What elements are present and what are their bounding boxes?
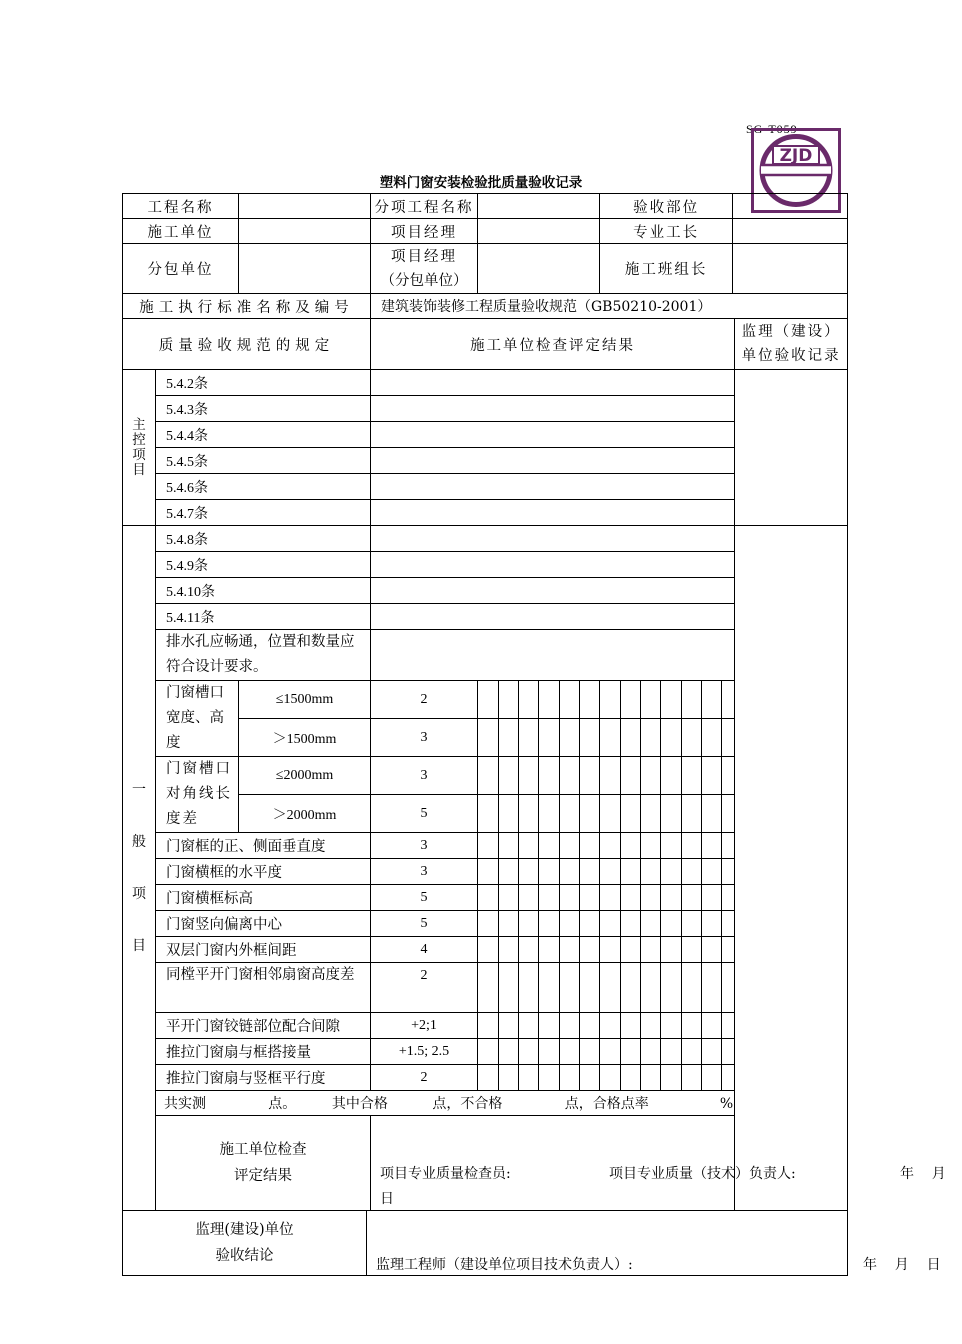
measure-cell[interactable] xyxy=(519,885,539,911)
measure-cell[interactable] xyxy=(621,757,641,795)
measure-cell[interactable] xyxy=(478,1013,499,1039)
tolerance-value: 3 xyxy=(371,719,478,757)
measure-cell[interactable] xyxy=(539,963,560,1013)
measure-cell[interactable] xyxy=(722,757,735,795)
measure-cell[interactable] xyxy=(621,963,641,1013)
measure-cell[interactable] xyxy=(702,681,722,719)
measure-cell[interactable] xyxy=(641,1039,661,1065)
tolerance-item-label: 平开门窗铰链部位配合间隙 xyxy=(156,1013,371,1039)
measure-cell[interactable] xyxy=(499,1013,519,1039)
measure-cell[interactable] xyxy=(661,1013,682,1039)
general-char: 般 xyxy=(132,834,146,850)
measure-cell[interactable] xyxy=(539,937,560,963)
measure-cell[interactable] xyxy=(600,885,621,911)
measure-cell[interactable] xyxy=(621,859,641,885)
main-item-result[interactable] xyxy=(371,370,735,396)
measure-cell[interactable] xyxy=(560,719,580,757)
measure-cell[interactable] xyxy=(519,1039,539,1065)
measure-cell[interactable] xyxy=(722,681,735,719)
measure-cell[interactable] xyxy=(600,911,621,937)
measure-cell[interactable] xyxy=(722,859,735,885)
measure-cell[interactable] xyxy=(702,1013,722,1039)
general-item-result[interactable] xyxy=(371,630,735,681)
measure-cell[interactable] xyxy=(499,859,519,885)
acceptance-form-table xyxy=(122,193,946,1276)
measure-cell[interactable] xyxy=(621,911,641,937)
spec-column-header: 质量验收规范的规定 xyxy=(123,319,371,370)
foreman-field[interactable] xyxy=(733,219,848,244)
measure-cell[interactable] xyxy=(499,795,519,833)
form-title: 塑料门窗安装检验批质量验收记录 xyxy=(379,175,583,191)
measure-cell[interactable] xyxy=(641,859,661,885)
measure-cell[interactable] xyxy=(600,963,621,1013)
measure-cell[interactable] xyxy=(580,1013,600,1039)
measure-cell[interactable] xyxy=(702,1065,722,1091)
supervision-engineer-label: 监理工程师（建设单位项目技术负责人）: xyxy=(376,1256,633,1273)
measure-cell[interactable] xyxy=(641,885,661,911)
tolerance-item-label: 门窗竖向偏离中心 xyxy=(156,911,371,937)
supervision-check-area[interactable] xyxy=(367,1211,941,1276)
measure-cell[interactable] xyxy=(600,719,621,757)
tolerance-condition: ≤2000mm xyxy=(239,757,371,795)
measure-cell[interactable] xyxy=(499,1039,519,1065)
tolerance-value: 4 xyxy=(371,937,478,963)
measure-cell[interactable] xyxy=(478,833,499,859)
measure-cell[interactable] xyxy=(539,885,560,911)
measure-cell[interactable] xyxy=(641,719,661,757)
general-char: 目 xyxy=(132,938,146,954)
measure-cell[interactable] xyxy=(580,833,600,859)
tolerance-item-label: 双层门窗内外框间距 xyxy=(156,937,371,963)
measure-cell[interactable] xyxy=(560,885,580,911)
measure-cell[interactable] xyxy=(702,963,722,1013)
quality-inspector-label: 项目专业质量检查员: xyxy=(380,1165,511,1182)
measure-cell[interactable] xyxy=(519,1013,539,1039)
construction-check-label xyxy=(156,1116,371,1211)
team-leader-label: 施工班组长 xyxy=(600,244,733,294)
measure-cell[interactable] xyxy=(560,1013,580,1039)
construction-unit-field[interactable] xyxy=(239,219,371,244)
tolerance-value: 2 xyxy=(371,963,478,1013)
measure-cell[interactable] xyxy=(499,681,519,719)
tolerance-value: 3 xyxy=(371,859,478,885)
tolerance-value: 3 xyxy=(371,757,478,795)
measure-cell[interactable] xyxy=(560,911,580,937)
measure-cell[interactable] xyxy=(722,833,735,859)
construction-check-label-1: 施工单位检查 xyxy=(219,1142,307,1158)
general-char: 一 xyxy=(132,782,146,798)
measure-cell[interactable] xyxy=(519,833,539,859)
measure-cell[interactable] xyxy=(722,963,735,1013)
general-item-row: 5.4.11条 xyxy=(156,604,371,630)
measure-cell[interactable] xyxy=(519,1065,539,1091)
measure-cell[interactable] xyxy=(621,1065,641,1091)
measure-cell[interactable] xyxy=(499,937,519,963)
supervision-check-label-1: 监理(建设)单位 xyxy=(195,1222,294,1238)
measure-cell[interactable] xyxy=(600,859,621,885)
standard-value: 建筑装饰装修工程质量验收规范（GB50210-2001） xyxy=(371,294,848,319)
measure-cell[interactable] xyxy=(661,719,682,757)
measure-cell[interactable] xyxy=(560,833,580,859)
measure-cell[interactable] xyxy=(661,911,682,937)
tolerance-value: 5 xyxy=(371,911,478,937)
measure-cell[interactable] xyxy=(661,681,682,719)
measure-cell[interactable] xyxy=(600,1039,621,1065)
logo-text: ZJD xyxy=(779,146,813,166)
measure-cell[interactable] xyxy=(580,859,600,885)
measure-cell[interactable] xyxy=(519,937,539,963)
supervision-check-label-2: 验收结论 xyxy=(215,1248,274,1264)
measure-cell[interactable] xyxy=(478,911,499,937)
main-items-label xyxy=(123,370,156,526)
measure-cell[interactable] xyxy=(641,963,661,1013)
measure-cell[interactable] xyxy=(478,963,499,1013)
general-item-result[interactable] xyxy=(371,526,735,552)
measure-cell[interactable] xyxy=(682,681,702,719)
general-item-row: 5.4.10条 xyxy=(156,578,371,604)
drain-hole-requirement: 排水孔应畅通，位置和数量应符合设计要求。 xyxy=(156,630,371,681)
main-item-result[interactable] xyxy=(371,474,735,500)
main-item-result[interactable] xyxy=(371,448,735,474)
measure-cell[interactable] xyxy=(539,1013,560,1039)
tolerance-value: 3 xyxy=(371,833,478,859)
measure-cell[interactable] xyxy=(519,911,539,937)
measure-cell[interactable] xyxy=(560,681,580,719)
general-item-result[interactable] xyxy=(371,604,735,630)
project-name-field[interactable] xyxy=(239,194,371,219)
measure-cell[interactable] xyxy=(600,681,621,719)
measure-cell[interactable] xyxy=(560,1065,580,1091)
measure-cell[interactable] xyxy=(722,719,735,757)
main-item-result[interactable] xyxy=(371,396,735,422)
measure-cell[interactable] xyxy=(478,719,499,757)
measure-cell[interactable] xyxy=(600,833,621,859)
general-item-result[interactable] xyxy=(371,552,735,578)
main-items-label-text: 主控项目 xyxy=(132,416,146,478)
main-item-row: 5.4.2条 xyxy=(156,370,371,396)
main-item-result[interactable] xyxy=(371,422,735,448)
general-items-label xyxy=(123,526,156,1211)
measure-cell[interactable] xyxy=(661,859,682,885)
project-name-label: 工程名称 xyxy=(123,194,239,219)
measure-cell[interactable] xyxy=(539,833,560,859)
supervision-column-header xyxy=(735,319,848,370)
tolerance-value: +2;1 xyxy=(371,1013,478,1039)
measure-cell[interactable] xyxy=(661,1065,682,1091)
measure-cell[interactable] xyxy=(499,885,519,911)
measure-cell[interactable] xyxy=(580,795,600,833)
acceptance-part-label: 验收部位 xyxy=(600,194,733,219)
measure-cell[interactable] xyxy=(560,1039,580,1065)
measure-cell[interactable] xyxy=(519,963,539,1013)
sub-manager-label xyxy=(371,244,478,294)
measure-cell[interactable] xyxy=(478,795,499,833)
measure-cell[interactable] xyxy=(722,937,735,963)
standard-label: 施工执行标准名称及编号 xyxy=(123,294,371,319)
measure-cell[interactable] xyxy=(722,1065,735,1091)
check-date-ym: 年 月 xyxy=(900,1165,946,1182)
measure-cell[interactable] xyxy=(682,719,702,757)
tolerance-condition: ≤1500mm xyxy=(239,681,371,719)
measure-cell[interactable] xyxy=(499,963,519,1013)
measure-cell[interactable] xyxy=(661,937,682,963)
measure-cell[interactable] xyxy=(682,1013,702,1039)
measure-cell[interactable] xyxy=(702,719,722,757)
measure-cell[interactable] xyxy=(641,757,661,795)
measure-cell[interactable] xyxy=(621,885,641,911)
measure-cell[interactable] xyxy=(600,1013,621,1039)
measure-cell[interactable] xyxy=(702,885,722,911)
measure-cell[interactable] xyxy=(519,859,539,885)
measure-cell[interactable] xyxy=(682,885,702,911)
measure-cell[interactable] xyxy=(702,757,722,795)
measure-cell[interactable] xyxy=(580,757,600,795)
sub-manager-field[interactable] xyxy=(478,244,600,294)
measure-cell[interactable] xyxy=(641,1013,661,1039)
sub-project-label: 分项工程名称 xyxy=(371,194,478,219)
measure-cell[interactable] xyxy=(560,859,580,885)
project-manager-label: 项目经理 xyxy=(371,219,478,244)
main-item-result[interactable] xyxy=(371,500,735,526)
measure-cell[interactable] xyxy=(580,911,600,937)
measure-cell[interactable] xyxy=(641,681,661,719)
acceptance-part-field[interactable] xyxy=(733,194,848,219)
main-item-row: 5.4.4条 xyxy=(156,422,371,448)
measure-cell[interactable] xyxy=(641,795,661,833)
measure-cell[interactable] xyxy=(621,937,641,963)
measure-cell[interactable] xyxy=(600,757,621,795)
measure-cell[interactable] xyxy=(621,833,641,859)
measure-cell[interactable] xyxy=(641,1065,661,1091)
main-item-row: 5.4.3条 xyxy=(156,396,371,422)
general-items-label-text xyxy=(123,764,155,972)
general-item-row: 5.4.8条 xyxy=(156,526,371,552)
measure-cell[interactable] xyxy=(682,1065,702,1091)
measure-cell[interactable] xyxy=(702,1039,722,1065)
measure-cell[interactable] xyxy=(580,1065,600,1091)
project-manager-field[interactable] xyxy=(478,219,600,244)
measure-cell[interactable] xyxy=(682,963,702,1013)
measure-cell[interactable] xyxy=(478,681,499,719)
measure-cell[interactable] xyxy=(560,937,580,963)
measure-cell[interactable] xyxy=(621,1013,641,1039)
measure-cell[interactable] xyxy=(519,795,539,833)
tolerance-item-label: 门窗框的正、侧面垂直度 xyxy=(156,833,371,859)
check-date-d: 日 xyxy=(380,1190,394,1207)
measure-cell[interactable] xyxy=(478,757,499,795)
tolerance-value: 2 xyxy=(371,681,478,719)
team-leader-field[interactable] xyxy=(733,244,848,294)
measure-cell[interactable] xyxy=(641,937,661,963)
measure-cell[interactable] xyxy=(722,885,735,911)
sub-contractor-field[interactable] xyxy=(239,244,371,294)
measure-cell[interactable] xyxy=(539,859,560,885)
measure-cell[interactable] xyxy=(641,833,661,859)
measure-cell[interactable] xyxy=(539,681,560,719)
tolerance-value: 2 xyxy=(371,1065,478,1091)
tolerance-value: +1.5; 2.5 xyxy=(371,1039,478,1065)
tolerance-item-label: 门窗横框标高 xyxy=(156,885,371,911)
measure-cell[interactable] xyxy=(722,911,735,937)
form-code: SG-T059 xyxy=(746,122,798,136)
tolerance-value: 5 xyxy=(371,795,478,833)
quality-responsible-label: 项目专业质量（技术）负责人: xyxy=(609,1165,796,1182)
measure-cell[interactable] xyxy=(682,757,702,795)
measure-cell[interactable] xyxy=(702,833,722,859)
measure-cell[interactable] xyxy=(702,911,722,937)
measure-cell[interactable] xyxy=(478,937,499,963)
main-item-row: 5.4.6条 xyxy=(156,474,371,500)
measure-cell[interactable] xyxy=(722,1039,735,1065)
measure-cell[interactable] xyxy=(499,757,519,795)
measure-cell[interactable] xyxy=(641,911,661,937)
main-items-supervision[interactable] xyxy=(735,370,848,526)
groove-diagonal-label: 门窗槽口对角线长度差 xyxy=(156,757,239,833)
measure-cell[interactable] xyxy=(661,885,682,911)
measure-cell[interactable] xyxy=(621,719,641,757)
measure-cell[interactable] xyxy=(478,1065,499,1091)
measure-cell[interactable] xyxy=(580,1039,600,1065)
measure-cell[interactable] xyxy=(539,795,560,833)
measure-cell[interactable] xyxy=(539,1039,560,1065)
sub-manager-label-2: （分包单位） xyxy=(380,272,468,289)
tolerance-condition: ＞1500mm xyxy=(239,719,371,757)
measure-cell[interactable] xyxy=(702,795,722,833)
supervision-header-1: 监理（建设） xyxy=(741,324,841,340)
sub-project-field[interactable] xyxy=(478,194,600,219)
tolerance-item-label: 推拉门窗扇与竖框平行度 xyxy=(156,1065,371,1091)
general-char: 项 xyxy=(132,886,146,902)
measure-cell[interactable] xyxy=(682,859,702,885)
measure-cell[interactable] xyxy=(519,719,539,757)
measure-cell[interactable] xyxy=(621,681,641,719)
measure-cell[interactable] xyxy=(499,1065,519,1091)
measure-cell[interactable] xyxy=(661,833,682,859)
measure-cell[interactable] xyxy=(519,681,539,719)
measure-cell[interactable] xyxy=(499,719,519,757)
main-item-row: 5.4.7条 xyxy=(156,500,371,526)
measure-cell[interactable] xyxy=(539,757,560,795)
measure-cell[interactable] xyxy=(478,859,499,885)
measure-cell[interactable] xyxy=(499,833,519,859)
construction-unit-label: 施工单位 xyxy=(123,219,239,244)
measure-cell[interactable] xyxy=(661,1039,682,1065)
measure-cell[interactable] xyxy=(702,937,722,963)
measure-cell[interactable] xyxy=(539,1065,560,1091)
tolerance-condition: ＞2000mm xyxy=(239,795,371,833)
sub-manager-label-1: 项目经理 xyxy=(391,248,457,265)
measure-cell[interactable] xyxy=(682,795,702,833)
measure-cell[interactable] xyxy=(722,795,735,833)
measure-cell[interactable] xyxy=(621,795,641,833)
measure-cell[interactable] xyxy=(478,1039,499,1065)
measure-cell[interactable] xyxy=(682,833,702,859)
construction-check-area[interactable] xyxy=(371,1116,946,1211)
measure-cell[interactable] xyxy=(499,911,519,937)
tolerance-value: 5 xyxy=(371,885,478,911)
measure-cell[interactable] xyxy=(580,719,600,757)
measure-cell[interactable] xyxy=(600,937,621,963)
measure-cell[interactable] xyxy=(600,1065,621,1091)
measure-cell[interactable] xyxy=(580,885,600,911)
measurement-summary: 共实测 点。 其中合格 点，不合格 点，合格点率 % xyxy=(156,1091,848,1116)
foreman-label: 专业工长 xyxy=(600,219,733,244)
measure-cell[interactable] xyxy=(600,795,621,833)
supervision-date: 年 月 日 xyxy=(863,1256,941,1273)
construction-check-label-2: 评定结果 xyxy=(234,1168,292,1184)
measure-cell[interactable] xyxy=(580,937,600,963)
measure-cell[interactable] xyxy=(560,963,580,1013)
groove-width-label: 门窗槽口宽度、高度 xyxy=(156,681,239,757)
measure-cell[interactable] xyxy=(560,757,580,795)
sub-contractor-label: 分包单位 xyxy=(123,244,239,294)
measure-cell[interactable] xyxy=(661,757,682,795)
general-item-result[interactable] xyxy=(371,578,735,604)
check-result-column-header: 施工单位检查评定结果 xyxy=(371,319,735,370)
supervision-check-label xyxy=(123,1211,367,1276)
measure-cell[interactable] xyxy=(478,885,499,911)
measure-cell[interactable] xyxy=(519,757,539,795)
measure-cell[interactable] xyxy=(682,1039,702,1065)
supervision-header-2: 单位验收记录 xyxy=(741,348,841,364)
measure-cell[interactable] xyxy=(560,795,580,833)
tolerance-item-label: 同樘平开门窗相邻扇窗高度差 xyxy=(156,963,371,1013)
general-item-row: 5.4.9条 xyxy=(156,552,371,578)
measure-cell[interactable] xyxy=(661,795,682,833)
tolerance-item-label: 推拉门窗扇与框搭接量 xyxy=(156,1039,371,1065)
measure-cell[interactable] xyxy=(682,911,702,937)
main-item-row: 5.4.5条 xyxy=(156,448,371,474)
measure-cell[interactable] xyxy=(580,963,600,1013)
measure-cell[interactable] xyxy=(539,719,560,757)
measure-cell[interactable] xyxy=(661,963,682,1013)
measure-cell[interactable] xyxy=(722,1013,735,1039)
measure-cell[interactable] xyxy=(580,681,600,719)
measure-cell[interactable] xyxy=(682,937,702,963)
tolerance-item-label: 门窗横框的水平度 xyxy=(156,859,371,885)
measure-cell[interactable] xyxy=(621,1039,641,1065)
measure-cell[interactable] xyxy=(702,859,722,885)
measure-cell[interactable] xyxy=(539,911,560,937)
